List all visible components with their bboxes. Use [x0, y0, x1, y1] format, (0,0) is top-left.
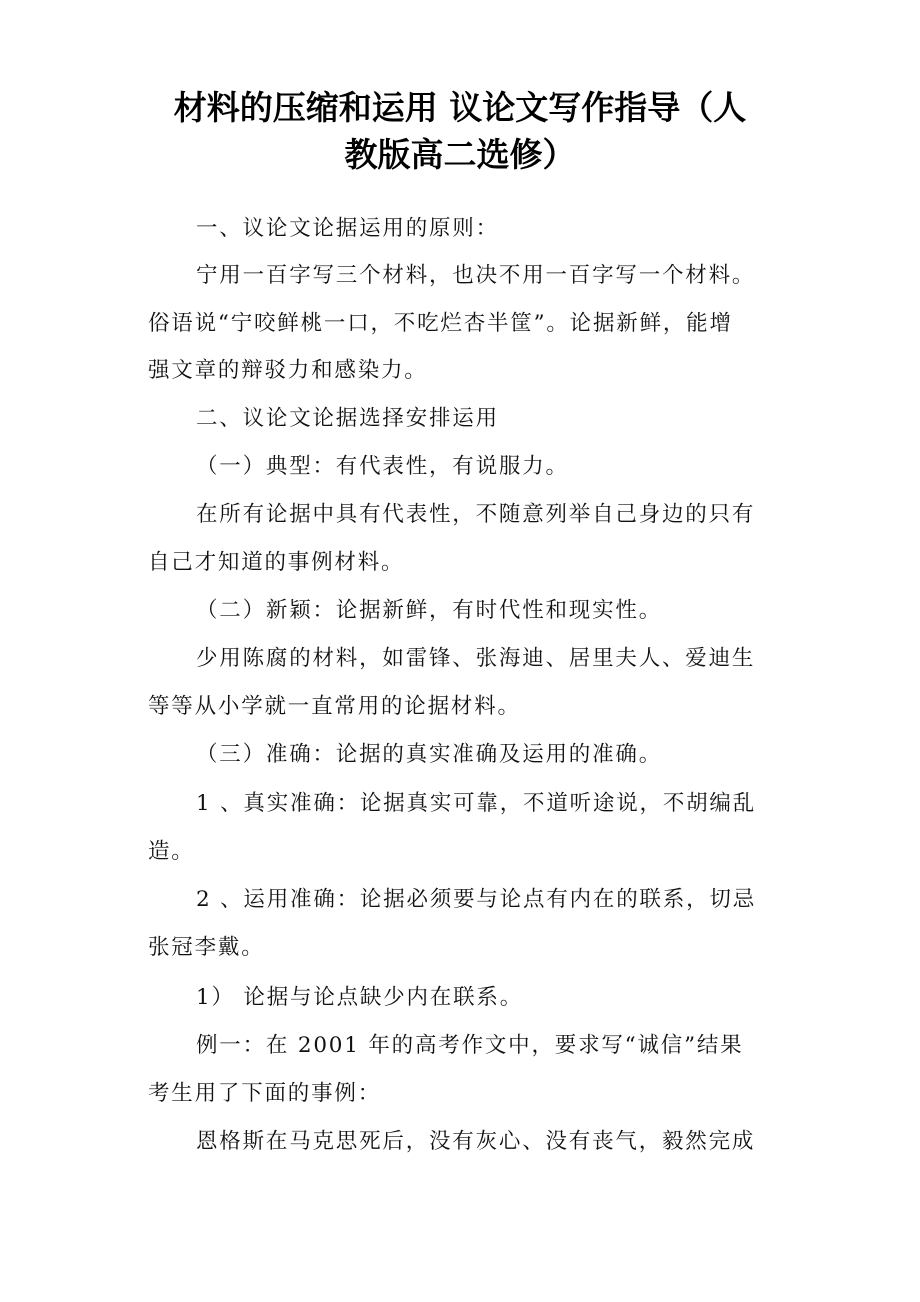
paragraph-line: 例一：在 2001 年的高考作文中，要求写“诚信”结果	[196, 1033, 744, 1058]
paragraph-line: 少用陈腐的材料，如雷锋、张海迪、居里夫人、爱迪生	[196, 646, 756, 671]
paragraph-line: 1 、真实准确：论据真实可靠，不道听途说，不胡编乱	[196, 791, 757, 816]
paragraph-line: （三）准确：论据的真实准确及运用的准确。	[196, 742, 663, 767]
paragraph-line: 二、议论文论据选择安排运用	[196, 406, 499, 431]
paragraph-line: 宁用一百字写三个材料，也决不用一百字写一个材料。	[196, 263, 756, 288]
paragraph-line: 一、议论文论据运用的原则：	[196, 216, 499, 241]
paragraph-line: 强文章的辩驳力和感染力。	[148, 358, 428, 383]
paragraph-line: 造。	[148, 839, 195, 864]
paragraph-line: （二）新颖：论据新鲜，有时代性和现实性。	[196, 598, 663, 623]
paragraph-line: 1） 论据与论点缺少内在联系。	[196, 985, 524, 1010]
paragraph-line: 等等从小学就一直常用的论据材料。	[148, 694, 521, 719]
paragraph-line: 恩格斯在马克思死后，没有灰心、没有丧气，毅然完成	[196, 1129, 756, 1154]
paragraph-line: 张冠李戴。	[148, 935, 265, 960]
paragraph-line: 俗语说“宁咬鲜桃一口，不吃烂杏半筐”。论据新鲜，能增	[148, 311, 733, 336]
document-title-line-1: 材料的压缩和运用 议论文写作指导（人	[173, 88, 747, 127]
paragraph-line: 自己才知道的事例材料。	[148, 550, 405, 575]
document-title-line-2: 教版高二选修）	[344, 135, 576, 174]
paragraph-line: 考生用了下面的事例：	[148, 1081, 382, 1106]
paragraph-line: 在所有论据中具有代表性，不随意列举自己身边的只有	[196, 502, 756, 527]
paragraph-line: 2 、运用准确：论据必须要与论点有内在的联系，切忌	[196, 887, 757, 912]
paragraph-line: （一）典型：有代表性，有说服力。	[196, 454, 569, 479]
